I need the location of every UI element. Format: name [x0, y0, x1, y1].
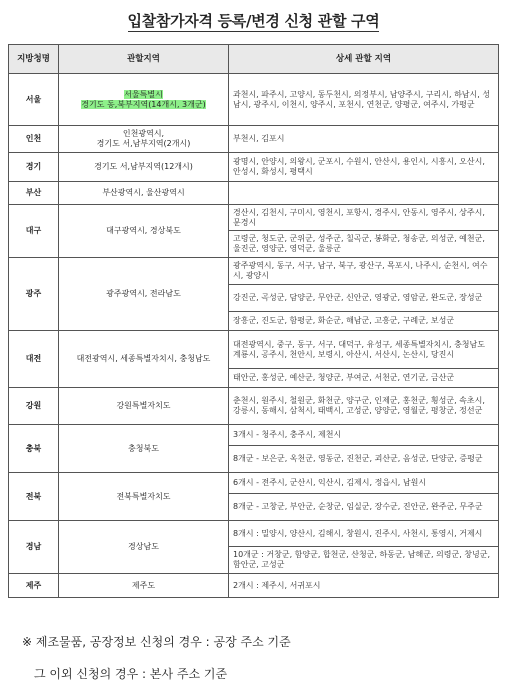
table-row [9, 205, 499, 231]
jurisdiction-cell: 제주도 [59, 574, 229, 598]
header-region: 지방청명 [9, 45, 59, 74]
table-header-row [9, 45, 499, 74]
header-detail: 상세 관할 지역 [229, 45, 499, 74]
jurisdiction-cell: 충청북도 [59, 425, 229, 473]
jurisdiction-line: 경기도 동,북부지역(14개시, 3개군) [81, 99, 206, 109]
region-name: 부산 [9, 182, 59, 205]
detail-cell: 경산시, 김천시, 구미시, 영천시, 포항시, 경주시, 안동시, 영주시, 상주시, 문경시 [229, 205, 499, 231]
detail-cell: 광주광역시, 동구, 서구, 남구, 북구, 광산구, 목포시, 나주시, 순천시, 여수시, 광양시 [229, 258, 499, 285]
note-factory: ※ 제조물품, 공장정보 신청의 경우 : 공장 주소 기준 [22, 635, 291, 649]
region-name: 경기 [9, 153, 59, 182]
table-row [9, 153, 499, 182]
region-name: 서울 [9, 74, 59, 126]
jurisdiction-cell: 전북특별자치도 [59, 473, 229, 521]
region-name: 인천 [9, 126, 59, 153]
detail-cell [229, 182, 499, 205]
jurisdiction-cell: 대전광역시, 세종특별자치시, 충청남도 [59, 331, 229, 388]
region-name: 광주 [9, 258, 59, 331]
jurisdiction-cell: 대구광역시, 경상북도 [59, 205, 229, 258]
detail-cell: 8개군 - 고창군, 부안군, 순창군, 임실군, 장수군, 진안군, 완주군, 무주군 [229, 494, 499, 521]
jurisdiction-cell: 경상남도 [59, 521, 229, 574]
jurisdiction-line: 인천광역시, [122, 129, 165, 138]
table-row [9, 126, 499, 153]
detail-cell: 3개시 - 청주시, 충주시, 제천시 [229, 425, 499, 446]
detail-cell: 고령군, 청도군, 군위군, 성주군, 칠곡군, 봉화군, 청송군, 의성군, 예천군, 울진군, 영양군, 영덕군, 울릉군 [229, 231, 499, 258]
jurisdiction-line: 경기도 서,남부지역(2개시) [96, 139, 191, 148]
detail-cell: 6개시 - 전주시, 군산시, 익산시, 김제시, 정읍시, 남원시 [229, 473, 499, 494]
region-name: 대구 [9, 205, 59, 258]
page-title: 입찰참가자격 등록/변경 신청 관할 구역 [127, 12, 380, 30]
jurisdiction-cell: 광주광역시, 전라남도 [59, 258, 229, 331]
detail-cell: 강진군, 곡성군, 담양군, 무안군, 신안군, 영광군, 영암군, 완도군, 장성군 [229, 285, 499, 312]
table-row [9, 258, 499, 285]
header-jurisdiction: 관할지역 [59, 45, 229, 74]
table-row [9, 425, 499, 446]
detail-cell: 부천시, 김포시 [229, 126, 499, 153]
jurisdiction-cell: 경기도 서,남부지역(12개시) [59, 153, 229, 182]
table-row [9, 182, 499, 205]
region-name: 전북 [9, 473, 59, 521]
note-other: 그 이외 신청의 경우 : 본사 주소 기준 [34, 667, 228, 681]
region-name: 대전 [9, 331, 59, 388]
table-row [9, 388, 499, 425]
detail-cell: 광명시, 안양시, 의왕시, 군포시, 수원시, 안산시, 용인시, 시흥시, 오산시, 안성시, 화성시, 평택시 [229, 153, 499, 182]
jurisdiction-cell [59, 126, 229, 153]
detail-cell: 8개군 - 보은군, 옥천군, 영동군, 진천군, 괴산군, 음성군, 단양군, 증평군 [229, 446, 499, 473]
detail-cell: 장흥군, 진도군, 함평군, 화순군, 해남군, 고흥군, 구례군, 보성군 [229, 312, 499, 331]
detail-cell: 2개시 : 제주시, 서귀포시 [229, 574, 499, 598]
region-name: 충북 [9, 425, 59, 473]
detail-cell: 과천시, 파주시, 고양시, 동두천시, 의정부시, 남양주시, 구리시, 하남시, 성남시, 광주시, 이천시, 양주시, 포천시, 연천군, 양평군, 여주시, 가평군 [229, 74, 499, 126]
detail-cell: 대전광역시, 중구, 동구, 서구, 대덕구, 유성구, 세종특별자치시, 충청남도 계룡시, 공주시, 천안시, 보령시, 아산시, 서산시, 논산시, 당진시 [229, 331, 499, 369]
detail-cell: 8개시 : 밀양시, 양산시, 김해시, 창원시, 진주시, 사천시, 통영시, 거제시 [229, 521, 499, 547]
table-row [9, 74, 499, 126]
detail-cell: 춘천시, 원주시, 철원군, 화천군, 양구군, 인제군, 홍천군, 횡성군, 속초시, 강릉시, 동해시, 삼척시, 태백시, 고성군, 양양군, 영월군, 평창군, 정선군 [229, 388, 499, 425]
table-row [9, 574, 499, 598]
detail-cell: 10개군 : 거창군, 함양군, 합천군, 산청군, 하동군, 남해군, 의령군, 창녕군, 함안군, 고성군 [229, 547, 499, 574]
table-row [9, 473, 499, 494]
region-name: 제주 [9, 574, 59, 598]
table-row [9, 331, 499, 369]
jurisdiction-table [8, 44, 499, 598]
jurisdiction-cell [59, 74, 229, 126]
jurisdiction-cell: 부산광역시, 울산광역시 [59, 182, 229, 205]
detail-cell: 태안군, 홍성군, 예산군, 청양군, 부여군, 서천군, 연기군, 금산군 [229, 369, 499, 388]
table-row [9, 521, 499, 547]
jurisdiction-line: 서울특별시 [124, 89, 163, 99]
region-name: 경남 [9, 521, 59, 574]
jurisdiction-cell: 강원특별자치도 [59, 388, 229, 425]
region-name: 강원 [9, 388, 59, 425]
